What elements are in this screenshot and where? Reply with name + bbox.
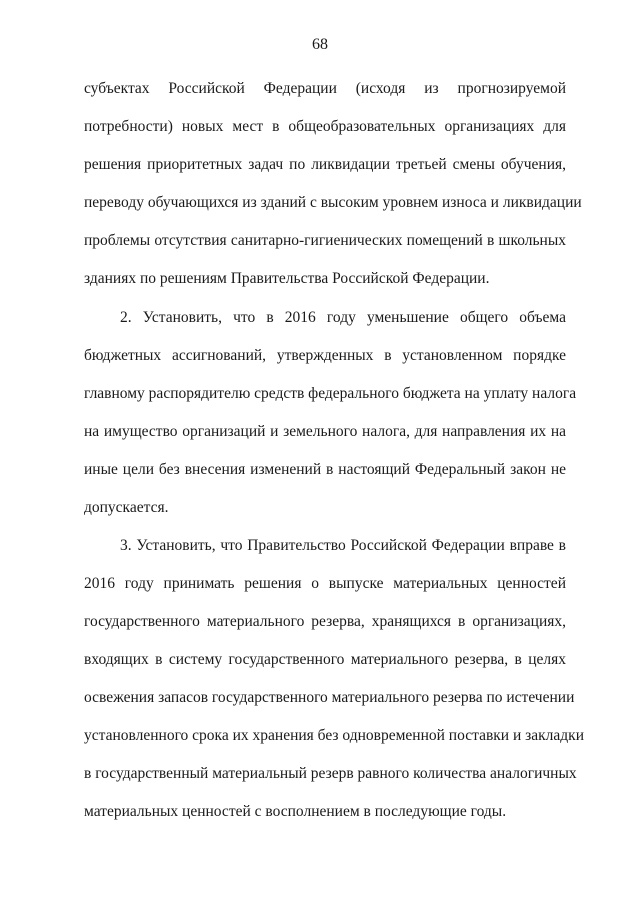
paragraph-1-line: потребности) новых мест в общеобразовательных организациях для xyxy=(84,118,566,135)
paragraph-2-line: допускается. xyxy=(84,499,169,516)
paragraph-2-line: иные цели без внесения изменений в настоящий Федеральный закон не xyxy=(84,461,566,478)
paragraph-3-line: входящих в систему государственного материального резерва, в целях xyxy=(84,651,566,668)
paragraph-2-line: на имущество организаций и земельного налога, для направления их на xyxy=(84,423,566,440)
paragraph-2-line: главному распорядителю средств федерального бюджета на уплату налога xyxy=(84,385,577,402)
paragraph-1-line: зданиях по решениям Правительства Российской Федерации. xyxy=(84,270,490,287)
paragraph-3-line: в государственный материальный резерв равного количества аналогичных xyxy=(84,765,577,782)
paragraph-1-line: проблемы отсутствия санитарно-гигиенических помещений в школьных xyxy=(84,232,566,249)
paragraph-1-line: решения приоритетных задач по ликвидации третьей смены обучения, xyxy=(84,156,566,173)
paragraph-3-line: материальных ценностей с восполнением в последующие годы. xyxy=(84,803,507,820)
paragraph-3-line: освежения запасов государственного материального резерва по истечении xyxy=(84,689,575,706)
paragraph-1-line: переводу обучающихся из зданий с высоким уровнем износа и ликвидации xyxy=(84,194,582,211)
paragraph-3-line: 2016 году принимать решения о выпуске материальных ценностей xyxy=(84,575,566,592)
paragraph-3-line: установленного срока их хранения без одновременной поставки и закладки xyxy=(84,727,585,744)
paragraph-2-line: 2. Установить, что в 2016 году уменьшение общего объема xyxy=(120,309,566,326)
paragraph-3-line: государственного материального резерва, хранящихся в организациях, xyxy=(84,613,566,630)
paragraph-1-line: субъектах Российской Федерации (исходя из прогнозируемой xyxy=(84,80,566,97)
paragraph-3-line: 3. Установить, что Правительство Российской Федерации вправе в xyxy=(120,537,566,554)
paragraph-2-line: бюджетных ассигнований, утвержденных в установленном порядке xyxy=(84,347,566,364)
page-number: 68 xyxy=(312,36,328,53)
